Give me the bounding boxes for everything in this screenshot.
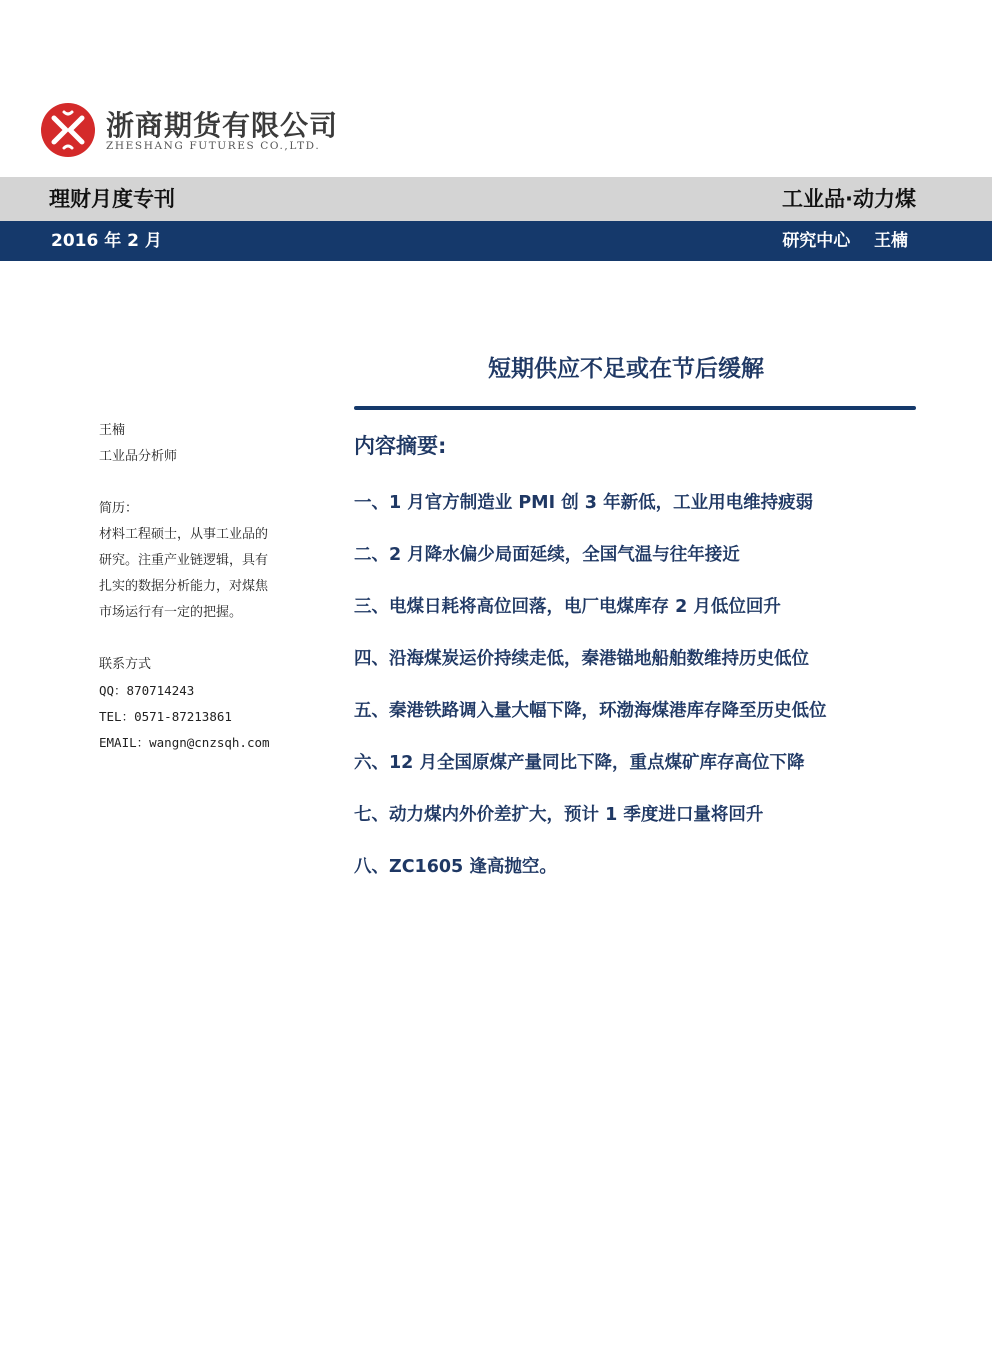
company-name-cn: 浙商期货有限公司 (106, 109, 339, 142)
publication-name: 理财月度专刊 (49, 187, 175, 211)
contact-email[interactable]: EMAIL：wangn@cnzsqh.com (99, 735, 270, 750)
company-name-en: ZHESHANG FUTURES CO.,LTD. (106, 140, 321, 152)
contact-label: 联系方式 (99, 657, 152, 672)
date-band (0, 221, 992, 261)
bio-line: 市场运行有一定的把握。 (99, 605, 243, 620)
abstract-points (354, 490, 954, 906)
abstract-point: 三、电煤日耗将高位回落，电厂电煤库存 2 月低位回升 (354, 597, 781, 617)
abstract-point: 六、12 月全国原煤产量同比下降，重点煤矿库存高位下降 (354, 753, 805, 773)
author-title: 工业品分析师 (99, 449, 178, 464)
zheshang-logo-icon (40, 102, 96, 158)
spacer (99, 470, 329, 496)
author-name: 王楠 (99, 423, 126, 438)
bio-line: 扎实的数据分析能力，对煤焦 (99, 579, 269, 594)
abstract-point: 二、2 月降水偏少局面延续，全国气温与往年接近 (354, 545, 740, 565)
report-date: 2016 年 2 月 (51, 231, 162, 251)
department-author: 研究中心 王楠 (782, 231, 908, 251)
spacer (99, 626, 329, 652)
abstract-point: 七、动力煤内外价差扩大，预计 1 季度进口量将回升 (354, 805, 764, 825)
title-divider (354, 406, 916, 410)
report-title: 短期供应不足或在节后缓解 (488, 356, 764, 382)
abstract-point: 八、ZC1605 逢高抛空。 (354, 857, 557, 877)
abstract-point: 一、1 月官方制造业 PMI 创 3 年新低，工业用电维持疲弱 (354, 493, 814, 513)
abstract-point: 四、沿海煤炭运价持续走低，秦港锚地船舶数维持历史低位 (354, 649, 809, 669)
abstract-heading: 内容摘要: (354, 434, 447, 458)
contact-qq: QQ：870714243 (99, 683, 195, 698)
author-sidebar (99, 418, 329, 756)
abstract-point: 五、秦港铁路调入量大幅下降，环渤海煤港库存降至历史低位 (354, 701, 827, 721)
report-category: 工业品·动力煤 (782, 187, 916, 211)
publication-band (0, 177, 992, 221)
bio-label: 简历： (99, 501, 139, 516)
bio-line: 材料工程硕士，从事工业品的 (99, 527, 269, 542)
contact-tel: TEL：0571-87213861 (99, 709, 232, 724)
bio-line: 研究。注重产业链逻辑，具有 (99, 553, 269, 568)
